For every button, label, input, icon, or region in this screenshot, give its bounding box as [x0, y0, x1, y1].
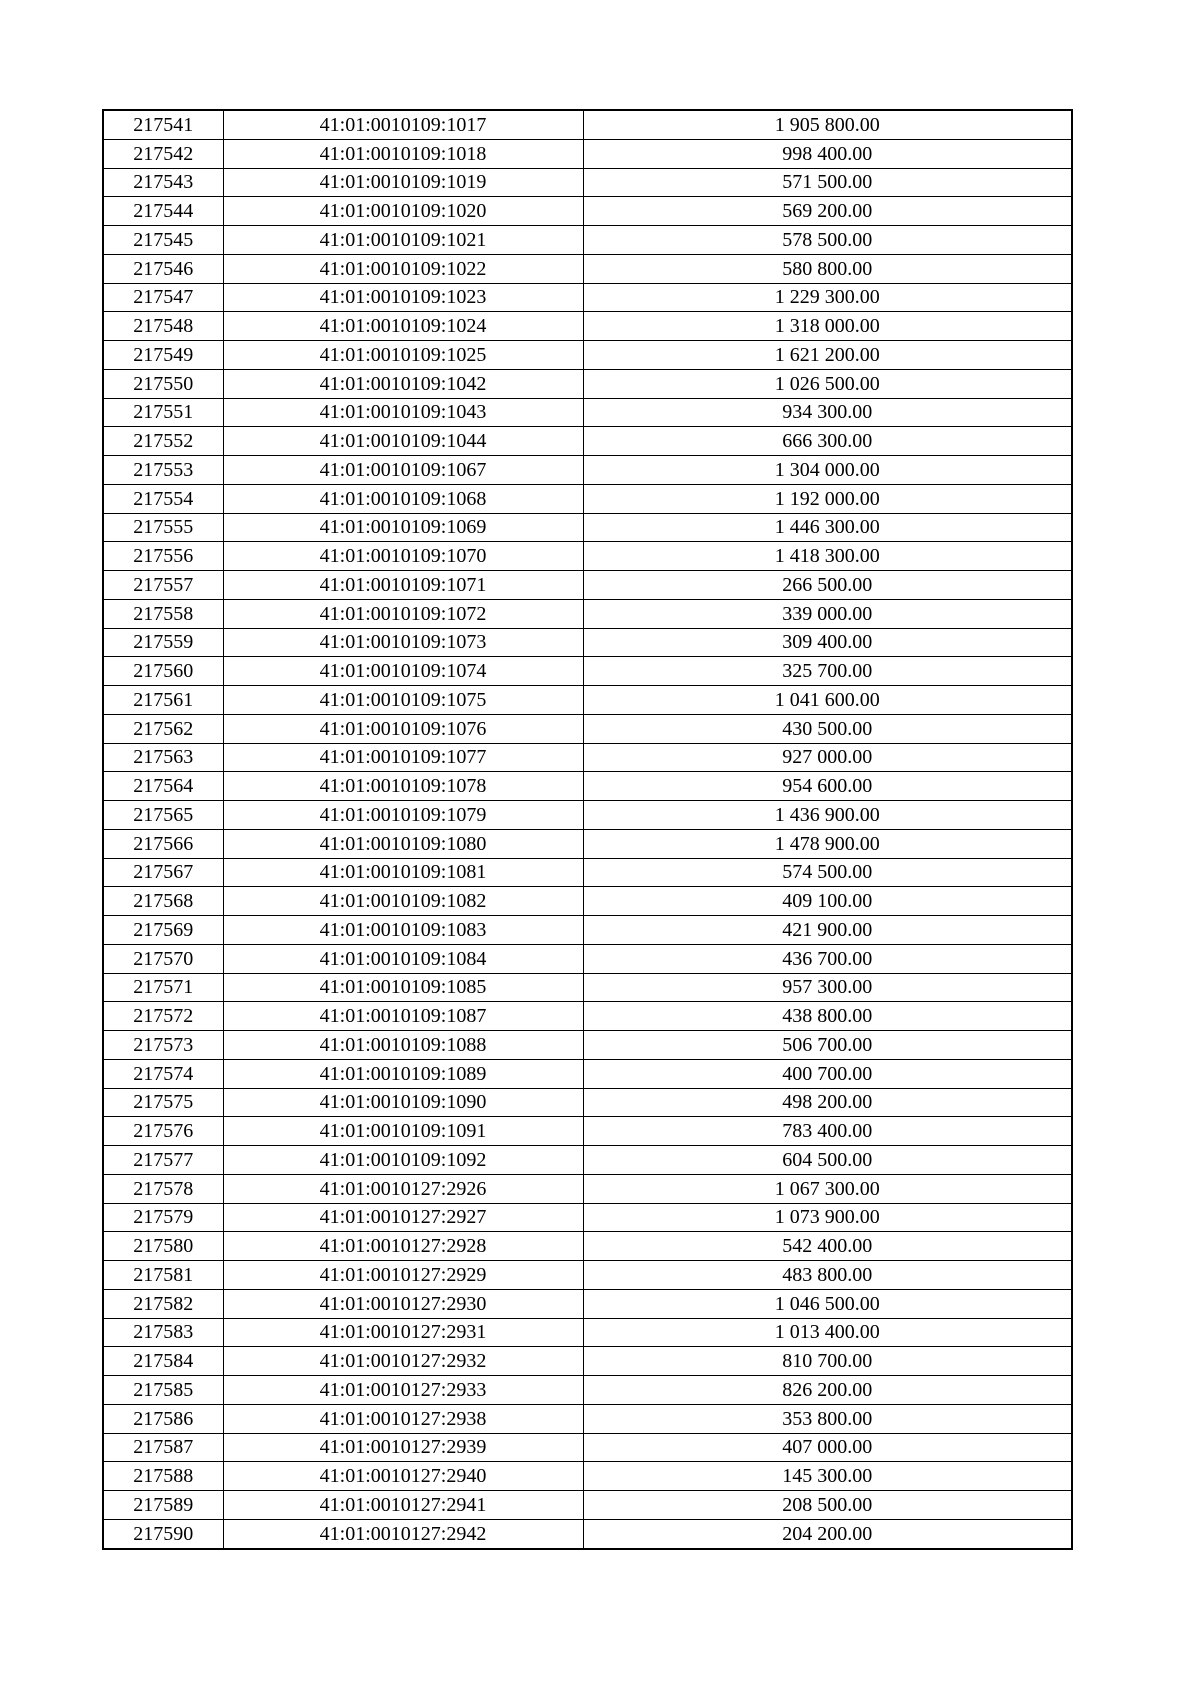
- cadastral-value-cell: 421 900.00: [583, 916, 1072, 945]
- table-row: [103, 829, 1072, 858]
- cadastral-value-cell: 1 229 300.00: [583, 283, 1072, 312]
- cadastral-value-cell: 1 073 900.00: [583, 1203, 1072, 1232]
- row-number-cell: 217560: [103, 657, 223, 686]
- cadastral-value-cell: 1 418 300.00: [583, 542, 1072, 571]
- table-row: [103, 1203, 1072, 1232]
- cadastral-value-cell: 266 500.00: [583, 571, 1072, 600]
- cadastral-value-cell: 1 905 800.00: [583, 110, 1072, 139]
- cadastral-value-cell: 571 500.00: [583, 168, 1072, 197]
- cadastral-number-cell: 41:01:0010109:1068: [223, 484, 583, 513]
- cadastral-value-cell: 569 200.00: [583, 197, 1072, 226]
- cadastral-value-cell: 1 318 000.00: [583, 312, 1072, 341]
- table-row: [103, 1519, 1072, 1548]
- row-number-cell: 217545: [103, 226, 223, 255]
- row-number-cell: 217577: [103, 1146, 223, 1175]
- cadastral-number-cell: 41:01:0010127:2928: [223, 1232, 583, 1261]
- cadastral-value-cell: 436 700.00: [583, 944, 1072, 973]
- cadastral-number-cell: 41:01:0010109:1085: [223, 973, 583, 1002]
- table-row: [103, 1261, 1072, 1290]
- table-row: [103, 110, 1072, 139]
- table-row: [103, 714, 1072, 743]
- table-row: [103, 1232, 1072, 1261]
- row-number-cell: 217546: [103, 254, 223, 283]
- row-number-cell: 217571: [103, 973, 223, 1002]
- cadastral-number-cell: 41:01:0010109:1091: [223, 1117, 583, 1146]
- row-number-cell: 217569: [103, 916, 223, 945]
- table-row: [103, 858, 1072, 887]
- cadastral-value-cell: 208 500.00: [583, 1491, 1072, 1520]
- row-number-cell: 217551: [103, 398, 223, 427]
- table-row: [103, 1462, 1072, 1491]
- table-row: [103, 1347, 1072, 1376]
- table-row: [103, 283, 1072, 312]
- cadastral-number-cell: 41:01:0010109:1025: [223, 341, 583, 370]
- cadastral-value-cell: 666 300.00: [583, 427, 1072, 456]
- cadastral-number-cell: 41:01:0010127:2930: [223, 1289, 583, 1318]
- cadastral-number-cell: 41:01:0010127:2929: [223, 1261, 583, 1290]
- table-row: [103, 1491, 1072, 1520]
- cadastral-value-cell: 604 500.00: [583, 1146, 1072, 1175]
- cadastral-value-cell: 1 621 200.00: [583, 341, 1072, 370]
- row-number-cell: 217588: [103, 1462, 223, 1491]
- table-row: [103, 226, 1072, 255]
- row-number-cell: 217589: [103, 1491, 223, 1520]
- row-number-cell: 217585: [103, 1376, 223, 1405]
- cadastral-number-cell: 41:01:0010109:1087: [223, 1002, 583, 1031]
- cadastral-value-cell: 1 304 000.00: [583, 456, 1072, 485]
- table-row: [103, 254, 1072, 283]
- cadastral-value-table: [102, 109, 1073, 1550]
- table-row: [103, 1146, 1072, 1175]
- cadastral-value-cell: 580 800.00: [583, 254, 1072, 283]
- cadastral-number-cell: 41:01:0010109:1074: [223, 657, 583, 686]
- cadastral-number-cell: 41:01:0010109:1021: [223, 226, 583, 255]
- cadastral-number-cell: 41:01:0010109:1075: [223, 686, 583, 715]
- cadastral-value-cell: 1 436 900.00: [583, 801, 1072, 830]
- row-number-cell: 217562: [103, 714, 223, 743]
- cadastral-number-cell: 41:01:0010127:2940: [223, 1462, 583, 1491]
- table-row: [103, 657, 1072, 686]
- row-number-cell: 217574: [103, 1059, 223, 1088]
- table-row: [103, 1376, 1072, 1405]
- cadastral-number-cell: 41:01:0010109:1042: [223, 369, 583, 398]
- row-number-cell: 217568: [103, 887, 223, 916]
- cadastral-value-cell: 1 026 500.00: [583, 369, 1072, 398]
- cadastral-number-cell: 41:01:0010127:2941: [223, 1491, 583, 1520]
- cadastral-number-cell: 41:01:0010109:1079: [223, 801, 583, 830]
- cadastral-number-cell: 41:01:0010109:1044: [223, 427, 583, 456]
- cadastral-number-cell: 41:01:0010109:1019: [223, 168, 583, 197]
- cadastral-number-cell: 41:01:0010109:1070: [223, 542, 583, 571]
- table-row: [103, 1318, 1072, 1347]
- table-row: [103, 1289, 1072, 1318]
- cadastral-number-cell: 41:01:0010109:1022: [223, 254, 583, 283]
- row-number-cell: 217554: [103, 484, 223, 513]
- table-row: [103, 801, 1072, 830]
- row-number-cell: 217584: [103, 1347, 223, 1376]
- cadastral-value-cell: 998 400.00: [583, 139, 1072, 168]
- cadastral-value-cell: 438 800.00: [583, 1002, 1072, 1031]
- cadastral-number-cell: 41:01:0010109:1076: [223, 714, 583, 743]
- table-row: [103, 1031, 1072, 1060]
- cadastral-number-cell: 41:01:0010109:1073: [223, 628, 583, 657]
- table-row: [103, 686, 1072, 715]
- cadastral-number-cell: 41:01:0010127:2938: [223, 1404, 583, 1433]
- cadastral-number-cell: 41:01:0010109:1092: [223, 1146, 583, 1175]
- cadastral-value-cell: 1 046 500.00: [583, 1289, 1072, 1318]
- cadastral-value-cell: 145 300.00: [583, 1462, 1072, 1491]
- row-number-cell: 217556: [103, 542, 223, 571]
- table-row: [103, 513, 1072, 542]
- row-number-cell: 217544: [103, 197, 223, 226]
- cadastral-number-cell: 41:01:0010109:1067: [223, 456, 583, 485]
- cadastral-value-cell: 1 192 000.00: [583, 484, 1072, 513]
- cadastral-value-cell: 1 013 400.00: [583, 1318, 1072, 1347]
- row-number-cell: 217587: [103, 1433, 223, 1462]
- row-number-cell: 217563: [103, 743, 223, 772]
- cadastral-value-cell: 954 600.00: [583, 772, 1072, 801]
- cadastral-value-cell: 810 700.00: [583, 1347, 1072, 1376]
- table-row: [103, 139, 1072, 168]
- row-number-cell: 217570: [103, 944, 223, 973]
- row-number-cell: 217583: [103, 1318, 223, 1347]
- table-row: [103, 1404, 1072, 1433]
- cadastral-number-cell: 41:01:0010109:1024: [223, 312, 583, 341]
- cadastral-number-cell: 41:01:0010127:2942: [223, 1519, 583, 1548]
- cadastral-number-cell: 41:01:0010109:1089: [223, 1059, 583, 1088]
- table-row: [103, 197, 1072, 226]
- row-number-cell: 217572: [103, 1002, 223, 1031]
- table-row: [103, 542, 1072, 571]
- table-row: [103, 944, 1072, 973]
- row-number-cell: 217575: [103, 1088, 223, 1117]
- cadastral-number-cell: 41:01:0010109:1083: [223, 916, 583, 945]
- cadastral-value-cell: 407 000.00: [583, 1433, 1072, 1462]
- cadastral-number-cell: 41:01:0010109:1088: [223, 1031, 583, 1060]
- cadastral-value-cell: 783 400.00: [583, 1117, 1072, 1146]
- cadastral-number-cell: 41:01:0010109:1084: [223, 944, 583, 973]
- cadastral-number-cell: 41:01:0010127:2926: [223, 1174, 583, 1203]
- row-number-cell: 217590: [103, 1519, 223, 1548]
- table-row: [103, 916, 1072, 945]
- cadastral-value-cell: 400 700.00: [583, 1059, 1072, 1088]
- row-number-cell: 217550: [103, 369, 223, 398]
- cadastral-number-cell: 41:01:0010109:1071: [223, 571, 583, 600]
- cadastral-number-cell: 41:01:0010109:1090: [223, 1088, 583, 1117]
- table-row: [103, 456, 1072, 485]
- row-number-cell: 217559: [103, 628, 223, 657]
- cadastral-number-cell: 41:01:0010109:1077: [223, 743, 583, 772]
- cadastral-number-cell: 41:01:0010109:1020: [223, 197, 583, 226]
- cadastral-number-cell: 41:01:0010109:1017: [223, 110, 583, 139]
- row-number-cell: 217580: [103, 1232, 223, 1261]
- cadastral-number-cell: 41:01:0010109:1078: [223, 772, 583, 801]
- cadastral-value-cell: 1 446 300.00: [583, 513, 1072, 542]
- cadastral-value-cell: 957 300.00: [583, 973, 1072, 1002]
- cadastral-number-cell: 41:01:0010109:1072: [223, 599, 583, 628]
- cadastral-number-cell: 41:01:0010109:1018: [223, 139, 583, 168]
- table-row: [103, 743, 1072, 772]
- row-number-cell: 217555: [103, 513, 223, 542]
- row-number-cell: 217565: [103, 801, 223, 830]
- table-row: [103, 887, 1072, 916]
- row-number-cell: 217557: [103, 571, 223, 600]
- table-row: [103, 168, 1072, 197]
- table-row: [103, 628, 1072, 657]
- table-row: [103, 1174, 1072, 1203]
- table-body: [103, 110, 1072, 1549]
- cadastral-value-cell: 506 700.00: [583, 1031, 1072, 1060]
- table-row: [103, 1002, 1072, 1031]
- table-row: [103, 484, 1072, 513]
- cadastral-number-cell: 41:01:0010109:1082: [223, 887, 583, 916]
- cadastral-value-cell: 574 500.00: [583, 858, 1072, 887]
- cadastral-value-cell: 339 000.00: [583, 599, 1072, 628]
- table-row: [103, 369, 1072, 398]
- cadastral-number-cell: 41:01:0010127:2927: [223, 1203, 583, 1232]
- cadastral-value-cell: 927 000.00: [583, 743, 1072, 772]
- row-number-cell: 217547: [103, 283, 223, 312]
- row-number-cell: 217581: [103, 1261, 223, 1290]
- row-number-cell: 217582: [103, 1289, 223, 1318]
- cadastral-number-cell: 41:01:0010127:2933: [223, 1376, 583, 1405]
- cadastral-value-cell: 483 800.00: [583, 1261, 1072, 1290]
- table-row: [103, 1117, 1072, 1146]
- table-row: [103, 398, 1072, 427]
- row-number-cell: 217564: [103, 772, 223, 801]
- table-row: [103, 341, 1072, 370]
- cadastral-number-cell: 41:01:0010127:2932: [223, 1347, 583, 1376]
- cadastral-value-cell: 204 200.00: [583, 1519, 1072, 1548]
- cadastral-value-cell: 934 300.00: [583, 398, 1072, 427]
- table-row: [103, 571, 1072, 600]
- cadastral-value-cell: 498 200.00: [583, 1088, 1072, 1117]
- table-row: [103, 1088, 1072, 1117]
- row-number-cell: 217558: [103, 599, 223, 628]
- table-row: [103, 1059, 1072, 1088]
- row-number-cell: 217549: [103, 341, 223, 370]
- table-row: [103, 427, 1072, 456]
- cadastral-value-cell: 1 041 600.00: [583, 686, 1072, 715]
- row-number-cell: 217561: [103, 686, 223, 715]
- row-number-cell: 217567: [103, 858, 223, 887]
- cadastral-number-cell: 41:01:0010109:1081: [223, 858, 583, 887]
- cadastral-value-cell: 542 400.00: [583, 1232, 1072, 1261]
- row-number-cell: 217566: [103, 829, 223, 858]
- cadastral-value-cell: 1 067 300.00: [583, 1174, 1072, 1203]
- cadastral-value-cell: 826 200.00: [583, 1376, 1072, 1405]
- cadastral-value-cell: 578 500.00: [583, 226, 1072, 255]
- cadastral-value-cell: 325 700.00: [583, 657, 1072, 686]
- cadastral-number-cell: 41:01:0010109:1043: [223, 398, 583, 427]
- table-row: [103, 599, 1072, 628]
- row-number-cell: 217553: [103, 456, 223, 485]
- row-number-cell: 217541: [103, 110, 223, 139]
- row-number-cell: 217576: [103, 1117, 223, 1146]
- row-number-cell: 217579: [103, 1203, 223, 1232]
- cadastral-number-cell: 41:01:0010109:1069: [223, 513, 583, 542]
- row-number-cell: 217543: [103, 168, 223, 197]
- row-number-cell: 217573: [103, 1031, 223, 1060]
- cadastral-value-cell: 409 100.00: [583, 887, 1072, 916]
- cadastral-number-cell: 41:01:0010127:2939: [223, 1433, 583, 1462]
- row-number-cell: 217548: [103, 312, 223, 341]
- table-row: [103, 1433, 1072, 1462]
- row-number-cell: 217578: [103, 1174, 223, 1203]
- cadastral-value-cell: 1 478 900.00: [583, 829, 1072, 858]
- cadastral-number-cell: 41:01:0010109:1023: [223, 283, 583, 312]
- row-number-cell: 217542: [103, 139, 223, 168]
- table-row: [103, 973, 1072, 1002]
- cadastral-value-cell: 309 400.00: [583, 628, 1072, 657]
- table-row: [103, 312, 1072, 341]
- cadastral-value-cell: 430 500.00: [583, 714, 1072, 743]
- cadastral-number-cell: 41:01:0010109:1080: [223, 829, 583, 858]
- cadastral-number-cell: 41:01:0010127:2931: [223, 1318, 583, 1347]
- table-row: [103, 772, 1072, 801]
- row-number-cell: 217586: [103, 1404, 223, 1433]
- cadastral-value-cell: 353 800.00: [583, 1404, 1072, 1433]
- row-number-cell: 217552: [103, 427, 223, 456]
